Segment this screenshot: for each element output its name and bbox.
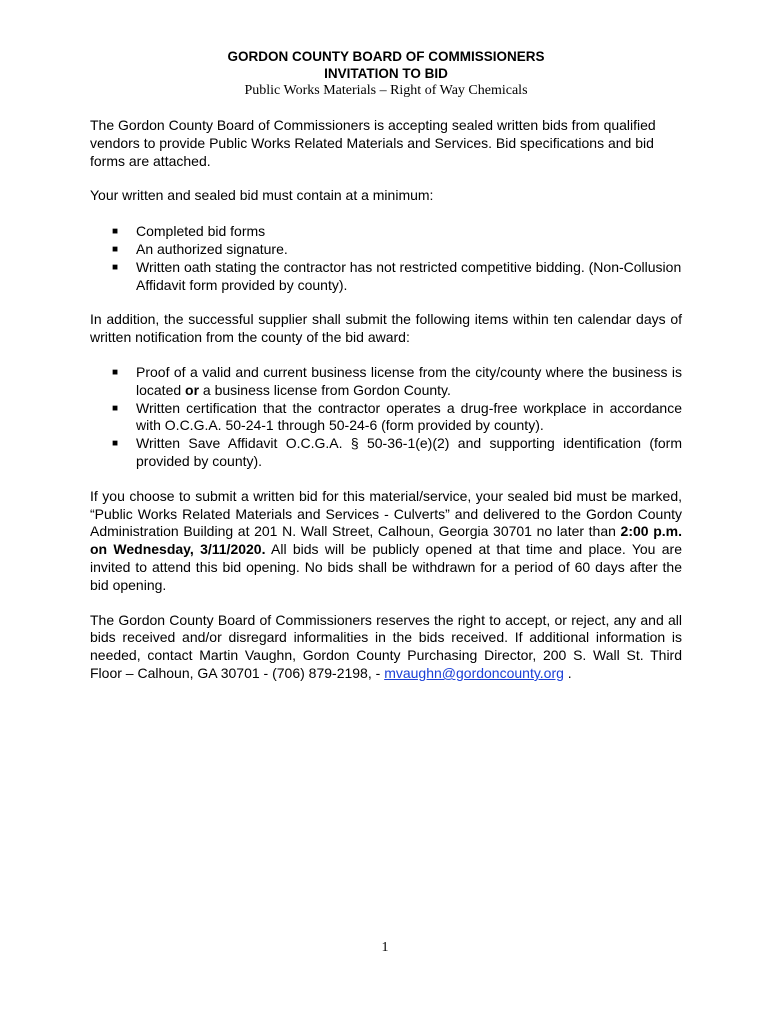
list-item: ■ Completed bid forms [112, 223, 266, 240]
submission-paragraph: If you choose to submit a written bid for this material/service, your sealed bid must be marked, “Public Works Related Materials and Services - Culverts” and delivered to the Gordon County Administration Building at 201 N. Wall Street, Calhoun, Georgia 30701 no later than 2:00 p.m. on Wednesday, 3/11/2020. All bids will be publicly opened at that time and place. You are invited to attend this bid opening. No bids shall be withdrawn for a period of 60 days after the bid opening. [90, 487, 682, 593]
bullet-icon: ■ [112, 226, 119, 238]
bullet-icon: ■ [112, 438, 119, 450]
award-list [90, 364, 682, 471]
reserve-paragraph: The Gordon County Board of Commissioners reserves the right to accept, or reject, any and all bids received and/or disregard informalities in the bids received. If additional information is needed, contact Martin Vaughn, Gordon County Purchasing Director, 200 S. Wall St. Third Floor – Calhoun, GA 30701 - (706) 879-2198, - mvaughn@gordoncounty.org . [90, 611, 682, 681]
page-number: 1 [381, 940, 389, 955]
document-page [90, 48, 682, 683]
org-title: GORDON COUNTY BOARD OF COMMISSIONERS [227, 49, 545, 64]
doc-title: INVITATION TO BID [324, 66, 448, 81]
minimum-label: Your written and sealed bid must contain at a minimum: [90, 187, 434, 204]
minimum-list [90, 223, 682, 294]
bullet-icon: ■ [112, 402, 119, 414]
list-item: ■ Written certification that the contractor operates a drug-free workplace in accordance with O.C.G.A. 50-24-1 through 50-24-6 (form provided by county). [112, 399, 682, 434]
addition-paragraph: In addition, the successful supplier shall submit the following items within ten calendar days of written notification from the county of the bid award: [90, 311, 682, 346]
list-item: ■ Written Save Affidavit O.C.G.A. § 50-36-1(e)(2) and supporting identification (form provided by county). [112, 435, 682, 469]
list-item: ■ Written oath stating the contractor has not restricted competitive bidding. (Non-Collusion Affidavit form provided by county). [112, 258, 682, 293]
intro-paragraph: The Gordon County Board of Commissioners is accepting sealed written bids from qualified vendors to provide Public Works Related Materials and Services. Bid specifications and bid forms are attached. [90, 117, 656, 169]
list-item: ■ Proof of a valid and current business license from the city/county where the business is located or a business license from Gordon County. [112, 363, 682, 398]
doc-subtitle: Public Works Materials – Right of Way Chemicals [244, 83, 528, 98]
email-link[interactable]: mvaughn@gordoncounty.org [384, 664, 564, 681]
deadline: 2:00 p.m. on Wednesday, 3/11/2020. [90, 523, 682, 558]
bullet-icon: ■ [112, 243, 119, 255]
bullet-icon: ■ [112, 261, 119, 273]
bullet-icon: ■ [112, 366, 119, 378]
list-item: ■ An authorized signature. [112, 240, 288, 257]
